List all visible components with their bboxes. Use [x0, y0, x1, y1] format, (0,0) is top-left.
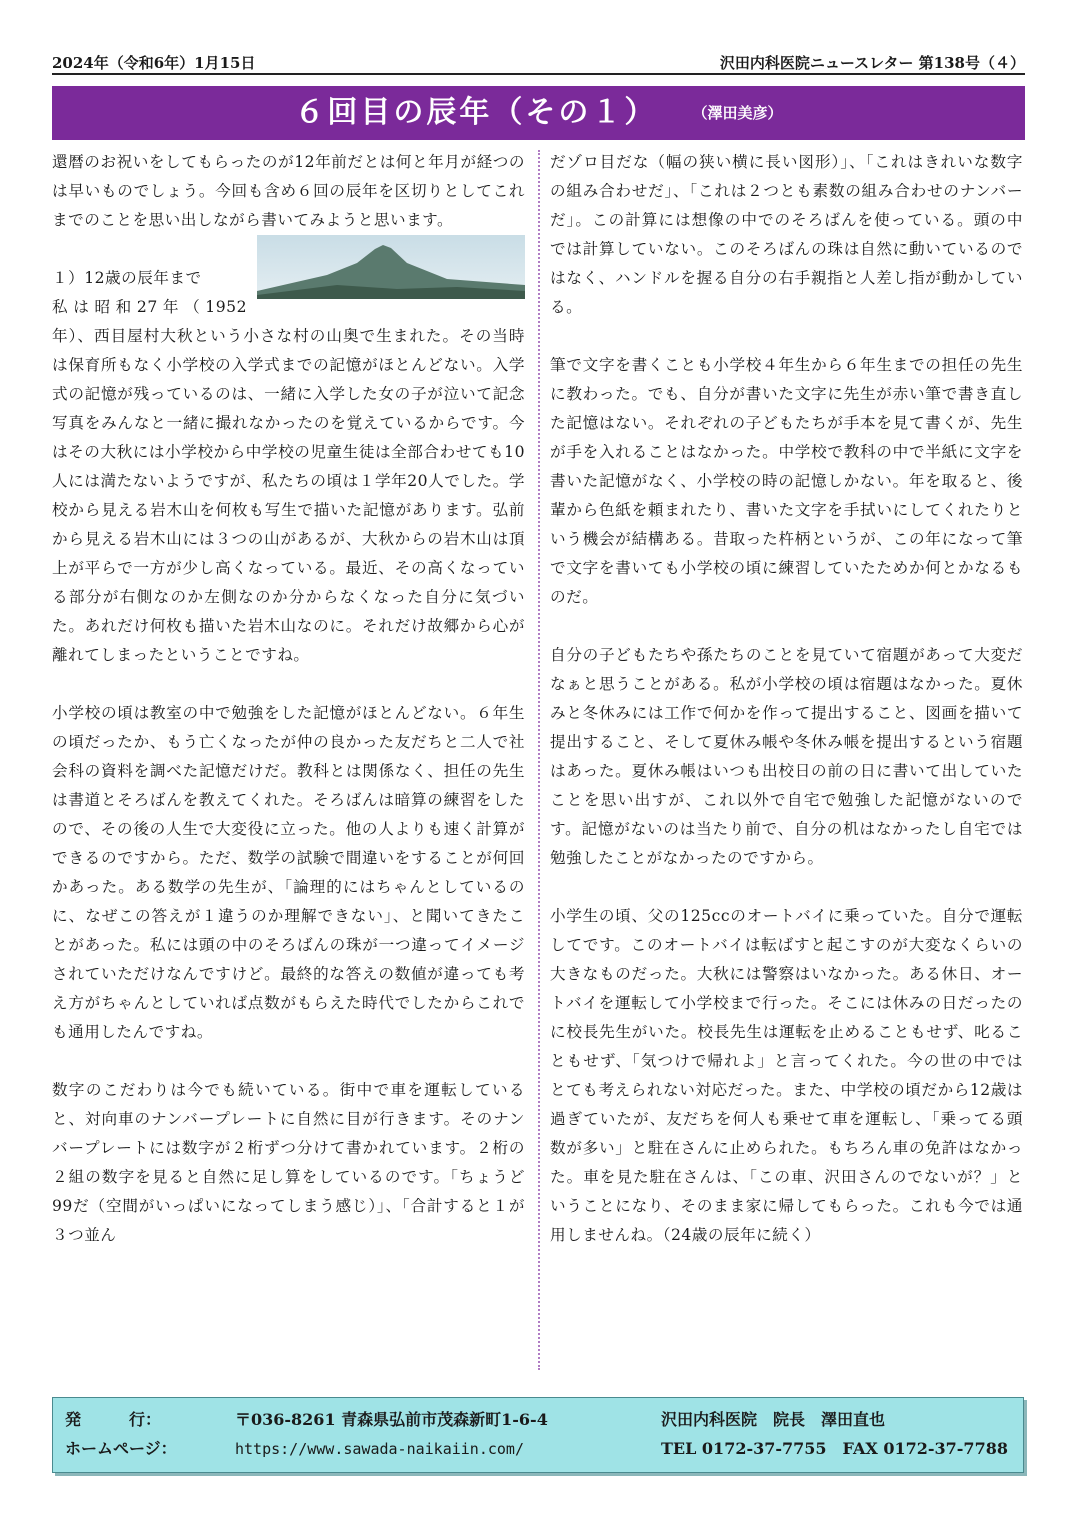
paragraph-intro: 還暦のお祝いをしてもらったのが12年前だとは何と年月が経つのは早いものでしょう。今回も含め６回の辰年を区切りとしてこれまでのことを思い出しながら書いてみようと思います。 [52, 153, 525, 229]
paragraph-homework: 自分の子どもたちや孫たちのことを見ていて宿題があって大変だなぁと思うことがある。私が小学校の頃は宿題はなかった。夏休みと冬休みには工作で何かを作って提出すること、図画を描いて提出すること、そして夏休み帳や冬休み帳を提出するという宿題はあった。夏休み帳はいつも出校日の前の日に書いて出していたことを思い出すが、これ以外で自宅で勉強した記憶がないのです。記憶がないのは当たり前で、自分の机はなかったし自宅では勉強したことがなかったのですから。 [550, 646, 1023, 867]
clinic-name: 沢田内科医院 院長 澤田直也 [661, 1410, 886, 1429]
left-column [52, 148, 525, 1250]
right-column [550, 148, 1023, 1250]
paragraph-school: 小学校の頃は教室の中で勉強をした記憶がほとんどない。６年生の頃だったか、もう亡くなったが仲の良かった友だちと二人で社会科の資料を調べた記憶だけだ。教科とは関係なく、担任の先生は書道とそろばんを教えてくれた。そろばんは暗算の練習をしたので、その後の人生で大変役に立った。他の人よりも速く計算ができるのですから。ただ、数学の試験で間違いをすることが何回かあった。ある数学の先生が、「論理的にはちゃんとしているのに、なぜこの答えが１違うのか理解できない」、と聞いてきたことがあった。私には頭の中のそろばんの珠が一つ違ってイメージされていただけなんですけど。最終的な答えの数値が違っても考え方がちゃんとしていれば点数がもらえた時代でしたからこれでも通用したんですね。 [52, 704, 525, 1041]
spacer [52, 1047, 525, 1076]
homepage-label: ホームページ： [65, 1439, 177, 1458]
publisher-address: 〒036-8261 青森県弘前市茂森新町1-6-4 [235, 1410, 548, 1429]
issue-date: 2024年（令和6年）1月15日 [52, 54, 256, 72]
paragraph-numbers: 数字のこだわりは今でも続いている。街中で車を運転していると、対向車のナンバープレートに自然に目が行きます。そのナンバープレートには数字が２桁ずつ分けて書かれています。２桁の２組の数字を見ると自然に足し算をしているのです。「ちょうど99だ（空間がいっぱいになってしまう感じ）」、「合計すると１が３つ並ん [52, 1081, 525, 1244]
spacer [550, 873, 1023, 902]
section-heading: １）12歳の辰年まで [52, 269, 202, 287]
header [52, 52, 1025, 74]
footer-box [52, 1397, 1024, 1473]
publisher-label: 発 行： [65, 1410, 162, 1429]
column-divider [538, 150, 540, 1370]
title-band [52, 86, 1025, 140]
paragraph-calligraphy: 筆で文字を書くことも小学校４年生から６年生までの担任の先生に教わった。でも、自分が書いた文字に先生が赤い筆で書き直した記憶はない。それぞれの子どもたちが手本を見て書くが、先生が手を入れることはなかった。中学校で教科の中で半紙に文字を書いた記憶がなく、小学校の時の記憶しかない。年を取ると、後輩から色紙を頼まれたり、書いた文字を手拭いにしてくれたりという機会が結構ある。昔取った杵柄というが、この年になって筆で文字を書いても小学校の頃に練習していたためか何とかなるものだ。 [550, 356, 1023, 606]
paragraph-birth: 私は昭和27年（1952年）、西目屋村大秋という小さな村の山奥で生まれた。その当時は保育所もなく小学校の入学式までの記憶がほとんどない。入学式の記憶が残っているのは、一緒に入学した女の子が泣いて記念写真をみんなと一緒に撮れなかったのを覚えているからです。今はその大秋には小学校から中学校の児童生徒は全部合わせても10人には満たないようですが、私たちの頃は１学年20人でした。学校から見える岩木山を何枚も写生で描いた記憶があります。弘前から見える岩木山には３つの山があるが、大秋からの岩木山は頂上が平らで一方が少し高くなっている。最近、その高くなっている部分が右側なのか左側なのか分からなくなった自分に気づいた。あれだけ何枚も描いた岩木山なのに。それだけ故郷から心が離れてしまったということですね。 [52, 298, 525, 664]
newsletter-issue: 沢田内科医院ニュースレター 第138号（４） [719, 54, 1025, 72]
homepage-link[interactable]: https://www.sawada-naikaiin.com/ [235, 1440, 524, 1458]
spacer [550, 612, 1023, 641]
header-rule [52, 73, 1025, 75]
article-author: （澤田美彦） [692, 104, 783, 122]
paragraph-numbers-cont: だゾロ目だな（幅の狭い横に長い図形）」、「これはきれいな数字の組み合わせだ」、「これは２つとも素数の組み合わせのナンバーだ」。この計算には想像の中でのそろばんを使っている。頭の中では計算していない。このそろばんの珠は自然に動いているのではなく、ハンドルを握る自分の右手親指と人差し指が動かしている。 [550, 153, 1023, 316]
mountain-photo [257, 235, 525, 299]
spacer [52, 670, 525, 699]
paragraph-motorbike: 小学生の頃、父の125ccのオートバイに乗っていた。自分で運転してです。このオートバイは転ばすと起こすのが大変なくらいの大きなものだった。大秋には警察はいなかった。ある休日、オートバイを運転して小学校まで行った。そこには休みの日だったのに校長先生がいた。校長先生は運転を止めることもせず、叱ることもせず、「気つけで帰れよ」と言ってくれた。今の世の中ではとても考えられない対応だった。また、中学校の頃だから12歳は過ぎていたが、友だちを何人も乗せて車を運転し、「乗ってる頭数が多い」と駐在さんに止められた。もちろん車の免許はなかった。車を見た駐在さんは、「この車、沢田さんのでないが？」ということになり、そのまま家に帰してもらった。これも今では通用しませんね。（24歳の辰年に続く） [550, 907, 1023, 1244]
spacer [550, 322, 1023, 351]
article-title: ６回目の辰年（その１） [294, 95, 658, 130]
phone-fax: TEL 0172-37-7755 FAX 0172-37-7788 [661, 1439, 1008, 1458]
